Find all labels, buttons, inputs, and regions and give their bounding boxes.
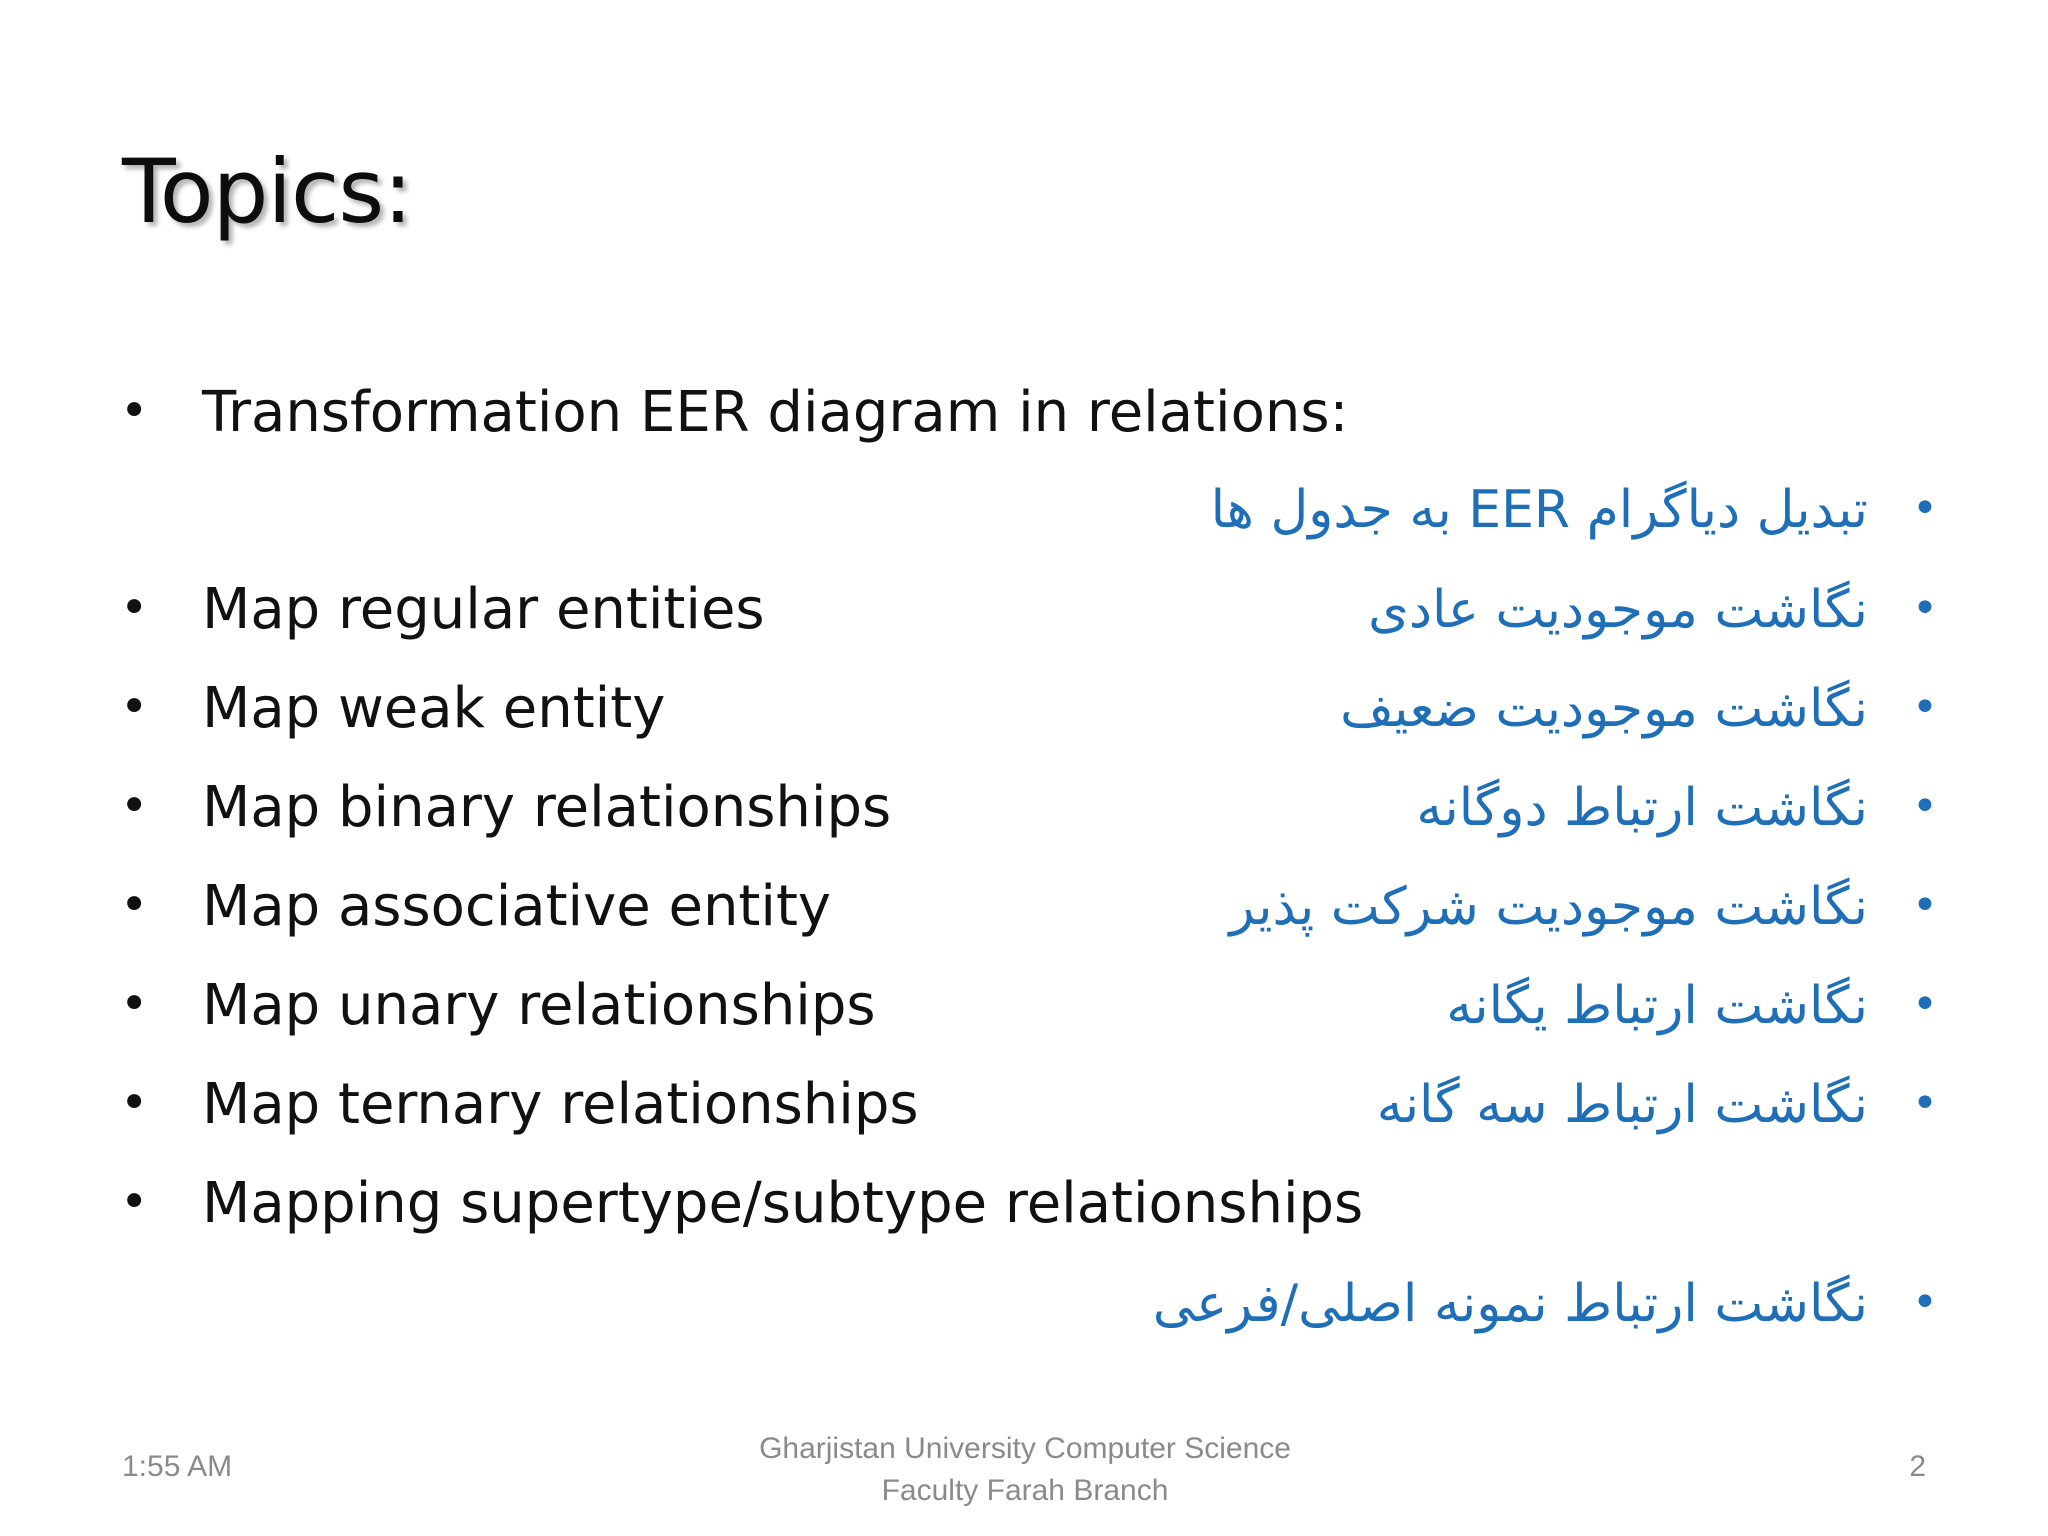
footer-page-number: 2 [1909,1450,1926,1483]
bullet-text-fa: نگاشت موجودیت ضعیف [1340,679,1868,739]
bullet-item-en [120,577,765,642]
bullet-item-fa [1376,1075,1938,1135]
bullet-dot: • [1912,1277,1938,1328]
bullet-text-fa: نگاشت ارتباط دوگانه [1416,778,1868,838]
bullet-text-fa: نگاشت ارتباط یگانه [1446,976,1868,1036]
bullet-text-en: Map ternary relationships [202,1072,919,1137]
bullet-text-fa: نگاشت موجودیت شرکت پذیر [1229,877,1868,937]
bullet-text-fa: نگاشت ارتباط سه گانه [1376,1075,1868,1135]
bullet-dot: • [120,877,149,933]
bullet-text-fa: نگاشت ارتباط نمونه اصلی/فرعی [1152,1274,1868,1334]
bullet-item-fa [1152,1274,1938,1334]
bullet-text-en: Map weak entity [202,676,666,741]
bullet-dot: • [1912,880,1938,931]
bullet-dot: • [120,778,149,834]
bullet-dot: • [120,383,149,439]
bullet-item-en [120,874,832,939]
bullet-text-fa: تبدیل دیاگرام EER به جدول ها [1210,480,1868,540]
bullet-dot: • [1912,979,1938,1030]
bullet-item-en [120,973,876,1038]
bullet-text-en: Map regular entities [202,577,765,642]
bullet-item-fa [1210,480,1938,540]
bullet-text-en: Transformation EER diagram in relations: [202,380,1349,445]
bullet-item-fa [1340,679,1938,739]
bullet-text-en: Map binary relationships [202,775,892,840]
bullet-dot: • [1912,682,1938,733]
slide-title: Topics: [122,140,412,243]
bullet-dot: • [120,679,149,735]
bullet-item-en [120,1171,1364,1236]
bullet-dot: • [120,580,149,636]
bullet-dot: • [120,976,149,1032]
bullet-item-fa [1229,877,1938,937]
bullet-dot: • [1912,1078,1938,1129]
footer-institution-line1: Gharjistan University Computer Science [759,1432,1291,1465]
bullet-dot: • [1912,583,1938,634]
bullet-text-en: Map associative entity [202,874,832,939]
bullet-item-en [120,380,1349,445]
footer-institution [650,1428,1400,1512]
bullet-text-fa: نگاشت موجودیت عادی [1368,580,1868,640]
bullet-item-fa [1416,778,1938,838]
bullet-item-fa [1368,580,1938,640]
bullet-text-en: Mapping supertype/subtype relationships [202,1171,1364,1236]
footer-institution-line2: Faculty Farah Branch [881,1474,1169,1507]
bullet-item-en [120,676,666,741]
bullet-item-en [120,1072,919,1137]
bullet-dot: • [1912,781,1938,832]
bullet-text-en: Map unary relationships [202,973,876,1038]
bullet-dot: • [120,1174,149,1230]
bullet-dot: • [120,1075,149,1131]
bullet-item-fa [1446,976,1938,1036]
bullet-dot: • [1912,483,1938,534]
footer-time: 1:55 AM [122,1450,233,1483]
bullet-item-en [120,775,892,840]
